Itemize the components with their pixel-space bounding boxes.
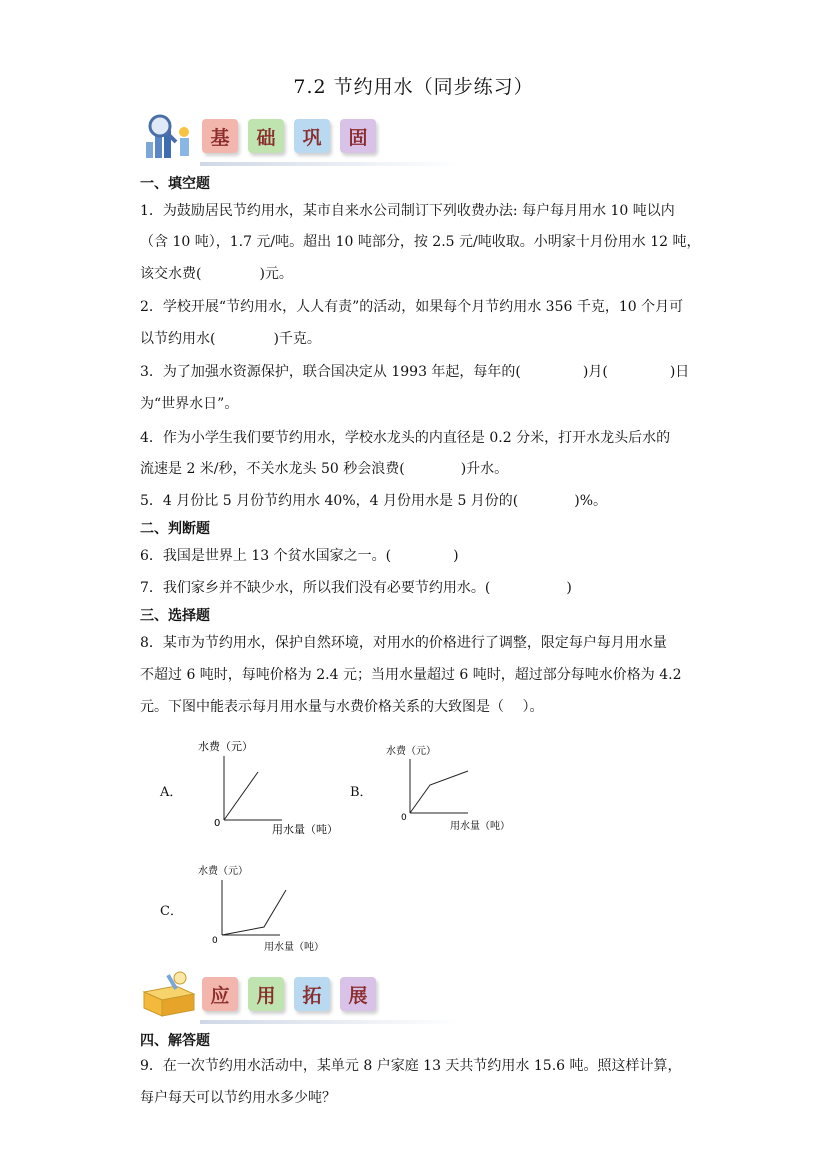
section-fill: 一、填空题 xyxy=(140,176,210,192)
option-c-ylabel: 水费（元） xyxy=(198,866,248,877)
q1-line-2: （含 10 吨），1.7 元/吨。超出 10 吨部分，按 2.5 元/吨收取。小明家十月份用水 12 吨， xyxy=(140,234,701,250)
option-c-graph[interactable] xyxy=(196,860,336,956)
section-solve: 四、解答题 xyxy=(140,1033,210,1049)
q2-line-1: 2．学校开展“节约用水，人人有责”的活动，如果每个月节约用水 356 千克，10 个月可 xyxy=(140,299,684,315)
q3-line-2: 为“世界水日”。 xyxy=(140,396,239,412)
q5-line-1 xyxy=(140,491,607,511)
banner-basic-char-3: 巩 xyxy=(294,119,330,153)
q3-text-b: )月( xyxy=(582,364,608,380)
q2-line-2 xyxy=(140,329,321,349)
option-c-xlabel: 用水量（吨） xyxy=(264,942,324,953)
q6-text-a: 6．我国是世界上 13 个贫水国家之一。( xyxy=(140,548,392,564)
banner-apply-char-3: 拓 xyxy=(294,977,330,1011)
section-judge: 二、判断题 xyxy=(140,521,210,537)
q4-line-2 xyxy=(140,459,508,479)
option-b-label[interactable]: B． xyxy=(350,785,373,800)
q8-line-1: 8．某市为节约用水，保护自然环境，对用水的价格进行了调整，限定每户每月用水量 xyxy=(140,635,667,651)
banner-basic xyxy=(140,112,460,166)
q7-line xyxy=(140,578,572,598)
option-a-graph[interactable] xyxy=(196,736,346,842)
option-a-origin: 0 xyxy=(214,818,221,829)
q4-text-a: 流速是 2 米/秒，不关水龙头 50 秒会浪费( xyxy=(140,461,405,477)
q4-line-1: 4．作为小学生我们要节约用水，学校水龙头的内直径是 0.2 分米，打开水龙头后水的 xyxy=(140,430,671,446)
q3-text-c: )日 xyxy=(669,364,690,380)
banner-basic-char-1: 基 xyxy=(202,119,238,153)
q9-line-2: 每户每天可以节约用水多少吨？ xyxy=(140,1090,336,1106)
banner-apply-char-4: 展 xyxy=(340,977,376,1011)
banner-underline xyxy=(200,162,460,166)
option-a-ylabel: 水费（元） xyxy=(198,740,253,753)
q1-text-b: )元。 xyxy=(259,266,293,282)
option-b-ylabel: 水费（元） xyxy=(386,746,436,757)
option-c-origin: 0 xyxy=(212,936,218,946)
q2-text-b: )千克。 xyxy=(273,331,321,347)
q5-text-b: )%。 xyxy=(574,493,608,509)
option-b-origin: 0 xyxy=(401,813,407,823)
q1-line-3 xyxy=(140,264,293,284)
q2-text-a: 以节约用水( xyxy=(140,331,216,347)
q3-line-1 xyxy=(140,362,689,382)
q6-text-b: ) xyxy=(453,548,459,564)
q8-line-2: 不超过 6 吨时，每吨价格为 2.4 元；当用水量超过 6 吨时，超过部分每吨水价格为 4.2 xyxy=(140,667,682,683)
q3-text-a: 3．为了加强水资源保护，联合国决定从 1993 年起，每年的( xyxy=(140,364,521,380)
option-b-graph[interactable] xyxy=(384,741,524,837)
q1-line-1: 1．为鼓励居民节约用水，某市自来水公司制订下列收费办法: 每户每月用水 10 吨以内 xyxy=(140,203,675,219)
toolbox-icon xyxy=(140,970,192,1018)
q6-line xyxy=(140,546,459,566)
q9-line-1: 9．在一次节约用水活动中，某单元 8 户家庭 13 天共节约用水 15.6 吨。照这样计算， xyxy=(140,1058,682,1074)
q7-text-a: 7．我们家乡并不缺少水，所以我们没有必要节约用水。( xyxy=(140,580,491,596)
banner-apply-char-2: 用 xyxy=(248,977,284,1011)
q1-text-a: 该交水费( xyxy=(140,266,202,282)
option-b-xlabel: 用水量（吨） xyxy=(450,821,510,832)
option-a-xlabel: 用水量（吨） xyxy=(272,823,338,836)
banner-apply xyxy=(140,970,460,1024)
page-title: 7.2 节约用水（同步练习） xyxy=(293,76,534,98)
section-choice: 三、选择题 xyxy=(140,608,210,624)
option-a-label[interactable]: A． xyxy=(160,785,183,800)
q5-text-a: 5．4 月份比 5 月份节约用水 40%，4 月份用水是 5 月份的( xyxy=(140,493,519,509)
option-c-line xyxy=(222,890,286,935)
magnifier-bars-icon xyxy=(140,112,192,160)
banner-apply-char-1: 应 xyxy=(202,977,238,1011)
option-a-line xyxy=(224,772,258,820)
q7-text-b: ) xyxy=(566,580,572,596)
option-c-label[interactable]: C． xyxy=(160,904,183,919)
q4-text-b: )升水。 xyxy=(460,461,509,477)
q8-line-3: 元。下图中能表示每月用水量与水费价格关系的大致图是（ ）。 xyxy=(140,699,544,715)
banner-basic-char-2: 础 xyxy=(248,119,284,153)
banner-basic-char-4: 固 xyxy=(340,119,376,153)
banner-underline xyxy=(200,1020,460,1024)
option-b-line xyxy=(410,771,468,813)
